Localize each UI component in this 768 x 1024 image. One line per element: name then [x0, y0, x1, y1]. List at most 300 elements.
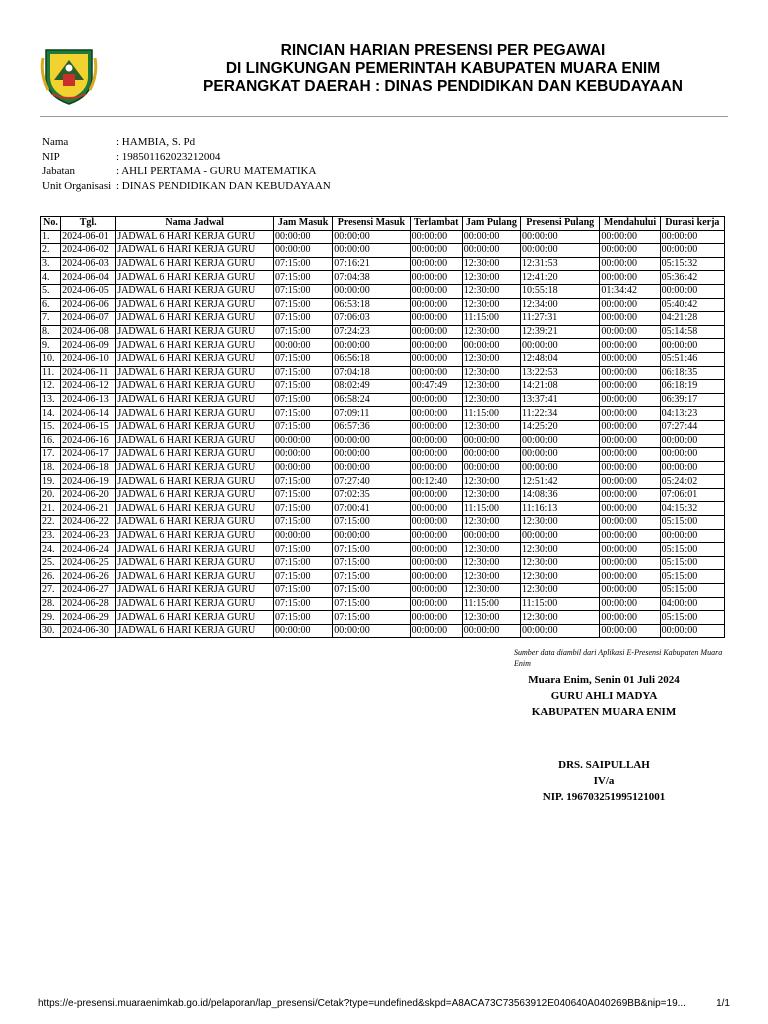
table-cell: 07:15:00 [274, 611, 333, 625]
table-cell: 07:06:03 [333, 312, 410, 326]
table-cell: 27. [41, 584, 61, 598]
table-cell: 2024-06-03 [61, 257, 116, 271]
table-cell: 26. [41, 570, 61, 584]
table-cell: 11:15:00 [462, 407, 520, 421]
table-row [41, 475, 725, 489]
table-cell: 00:00:00 [600, 230, 660, 244]
table-cell: 28. [41, 597, 61, 611]
table-cell: 07:15:00 [274, 380, 333, 394]
table-cell: 25. [41, 556, 61, 570]
table-cell: 00:00:00 [600, 624, 660, 638]
table-row [41, 257, 725, 271]
table-cell: 00:00:00 [462, 230, 520, 244]
table-cell: JADWAL 6 HARI KERJA GURU [116, 529, 274, 543]
table-cell: JADWAL 6 HARI KERJA GURU [116, 244, 274, 258]
table-cell: 29. [41, 611, 61, 625]
table-cell: JADWAL 6 HARI KERJA GURU [116, 434, 274, 448]
table-cell: 12:30:00 [521, 556, 600, 570]
nama-value: : HAMBIA, S. Pd [116, 136, 196, 148]
table-cell: 2024-06-06 [61, 298, 116, 312]
table-cell: 22. [41, 516, 61, 530]
table-cell: 2024-06-30 [61, 624, 116, 638]
table-cell: 00:00:00 [600, 366, 660, 380]
table-row [41, 488, 725, 502]
table-cell: 07:04:38 [333, 271, 410, 285]
table-cell: 2024-06-21 [61, 502, 116, 516]
table-cell: 13. [41, 393, 61, 407]
table-cell: 00:00:00 [410, 543, 462, 557]
table-cell: 00:00:00 [462, 461, 520, 475]
table-cell: 12:48:04 [521, 352, 600, 366]
table-cell: JADWAL 6 HARI KERJA GURU [116, 570, 274, 584]
table-cell: 05:15:00 [660, 570, 724, 584]
table-cell: 07:27:44 [660, 420, 724, 434]
table-cell: 00:00:00 [410, 584, 462, 598]
table-cell: 07:15:00 [274, 407, 333, 421]
table-cell: 00:00:00 [274, 339, 333, 353]
table-cell: 7. [41, 312, 61, 326]
title-line-3: PERANGKAT DAERAH : DINAS PENDIDIKAN DAN KEBUDAYAAN [203, 78, 683, 95]
table-cell: 00:00:00 [600, 488, 660, 502]
column-header: Nama Jadwal [116, 217, 274, 231]
table-row [41, 584, 725, 598]
table-cell: 00:00:00 [600, 502, 660, 516]
table-body [41, 230, 725, 638]
table-cell: 00:00:00 [600, 570, 660, 584]
table-cell: 2024-06-14 [61, 407, 116, 421]
table-cell: 00:00:00 [333, 284, 410, 298]
table-cell: 05:40:42 [660, 298, 724, 312]
table-cell: 07:15:00 [274, 597, 333, 611]
table-cell: 05:24:02 [660, 475, 724, 489]
table-cell: 00:00:00 [410, 284, 462, 298]
column-header: Terlambat [410, 217, 462, 231]
table-cell: 06:18:19 [660, 380, 724, 394]
table-row [41, 611, 725, 625]
table-cell: 07:15:00 [333, 597, 410, 611]
table-cell: 07:15:00 [274, 325, 333, 339]
source-note: Sumber data diambil dari Aplikasi E-Presensi Kabupaten Muara Enim [514, 648, 723, 668]
table-cell: 00:00:00 [521, 448, 600, 462]
table-cell: 06:39:17 [660, 393, 724, 407]
signatory-nip: NIP. 196703251995121001 [542, 791, 666, 803]
table-cell: 00:00:00 [410, 516, 462, 530]
table-cell: 2024-06-11 [61, 366, 116, 380]
table-cell: 05:15:00 [660, 584, 724, 598]
table-cell: 12:30:00 [521, 611, 600, 625]
table-cell: 07:15:00 [274, 516, 333, 530]
table-cell: 12:30:00 [462, 352, 520, 366]
table-cell: 04:15:32 [660, 502, 724, 516]
table-cell: 00:00:00 [274, 461, 333, 475]
table-cell: 2024-06-09 [61, 339, 116, 353]
table-cell: 00:00:00 [410, 570, 462, 584]
table-cell: 00:00:00 [410, 407, 462, 421]
table-cell: 8. [41, 325, 61, 339]
table-cell: JADWAL 6 HARI KERJA GURU [116, 339, 274, 353]
table-cell: 4. [41, 271, 61, 285]
table-row [41, 420, 725, 434]
table-cell: 00:00:00 [410, 312, 462, 326]
table-cell: 2024-06-01 [61, 230, 116, 244]
table-cell: 2024-06-23 [61, 529, 116, 543]
table-row [41, 298, 725, 312]
table-cell: 00:00:00 [333, 448, 410, 462]
table-cell: 00:00:00 [521, 230, 600, 244]
table-cell: 04:21:28 [660, 312, 724, 326]
table-cell: 00:00:00 [600, 461, 660, 475]
table-cell: 12:30:00 [462, 488, 520, 502]
table-cell: 07:15:00 [274, 312, 333, 326]
table-cell: 05:36:42 [660, 271, 724, 285]
table-cell: 12:30:00 [462, 271, 520, 285]
table-cell: 00:00:00 [410, 420, 462, 434]
table-cell: 00:00:00 [410, 461, 462, 475]
column-header: Jam Masuk [274, 217, 333, 231]
table-cell: 00:00:00 [660, 461, 724, 475]
table-cell: 12:30:00 [462, 556, 520, 570]
table-cell: 2024-06-29 [61, 611, 116, 625]
table-cell: 17. [41, 448, 61, 462]
unit-value: : DINAS PENDIDIKAN DAN KEBUDAYAAN [116, 179, 331, 192]
table-cell: 2024-06-22 [61, 516, 116, 530]
header-divider [40, 116, 728, 117]
table-cell: 05:15:32 [660, 257, 724, 271]
table-cell: 00:00:00 [333, 461, 410, 475]
table-row [41, 230, 725, 244]
table-cell: 00:00:00 [521, 244, 600, 258]
table-cell: 00:00:00 [410, 393, 462, 407]
table-cell: 00:00:00 [600, 475, 660, 489]
table-cell: 07:09:11 [333, 407, 410, 421]
table-cell: 11:16:13 [521, 502, 600, 516]
unit-label: Unit Organisasi [42, 179, 112, 192]
table-cell: 00:00:00 [410, 352, 462, 366]
table-cell: 00:00:00 [600, 529, 660, 543]
page-number: 1/1 [716, 998, 730, 1009]
table-cell: 07:15:00 [274, 366, 333, 380]
table-cell: 06:58:24 [333, 393, 410, 407]
table-cell: 07:16:21 [333, 257, 410, 271]
table-cell: 00:00:00 [410, 624, 462, 638]
table-cell: 2024-06-07 [61, 312, 116, 326]
table-row [41, 502, 725, 516]
table-cell: 10:55:18 [521, 284, 600, 298]
table-cell: 00:00:00 [600, 556, 660, 570]
table-cell: JADWAL 6 HARI KERJA GURU [116, 380, 274, 394]
table-cell: 00:00:00 [333, 230, 410, 244]
table-cell: 05:51:46 [660, 352, 724, 366]
signatory-block [514, 757, 694, 805]
table-cell: 11. [41, 366, 61, 380]
table-cell: 2024-06-27 [61, 584, 116, 598]
table-cell: 05:15:00 [660, 611, 724, 625]
sign-region: KABUPATEN MUARA ENIM [531, 706, 677, 718]
table-cell: 07:02:35 [333, 488, 410, 502]
table-row [41, 597, 725, 611]
table-cell: 05:15:00 [660, 543, 724, 557]
table-cell: 06:53:18 [333, 298, 410, 312]
table-cell: 12:34:00 [521, 298, 600, 312]
table-cell: 07:15:00 [274, 271, 333, 285]
table-cell: 2024-06-26 [61, 570, 116, 584]
table-cell: JADWAL 6 HARI KERJA GURU [116, 597, 274, 611]
table-cell: JADWAL 6 HARI KERJA GURU [116, 611, 274, 625]
table-cell: 00:00:00 [274, 230, 333, 244]
table-cell: 06:56:18 [333, 352, 410, 366]
table-row [41, 366, 725, 380]
table-cell: 00:00:00 [410, 502, 462, 516]
table-cell: 2024-06-12 [61, 380, 116, 394]
table-cell: 00:00:00 [274, 448, 333, 462]
table-cell: 2024-06-17 [61, 448, 116, 462]
table-cell: 00:00:00 [600, 257, 660, 271]
table-cell: 01:34:42 [600, 284, 660, 298]
table-cell: 08:02:49 [333, 380, 410, 394]
table-cell: 14:21:08 [521, 380, 600, 394]
table-cell: 00:00:00 [410, 556, 462, 570]
table-cell: 07:06:01 [660, 488, 724, 502]
table-cell: 07:15:00 [333, 611, 410, 625]
table-cell: 11:22:34 [521, 407, 600, 421]
table-cell: 00:00:00 [600, 298, 660, 312]
title-line-1: RINCIAN HARIAN PRESENSI PER PEGAWAI [280, 42, 606, 59]
table-cell: JADWAL 6 HARI KERJA GURU [116, 502, 274, 516]
table-cell: 11:15:00 [462, 312, 520, 326]
table-cell: 00:00:00 [410, 257, 462, 271]
table-cell: 00:00:00 [274, 529, 333, 543]
table-cell: 07:00:41 [333, 502, 410, 516]
table-cell: 2024-06-10 [61, 352, 116, 366]
table-cell: 00:00:00 [600, 516, 660, 530]
table-cell: 00:00:00 [410, 339, 462, 353]
table-row [41, 543, 725, 557]
table-cell: 12:30:00 [521, 584, 600, 598]
table-cell: 00:00:00 [600, 407, 660, 421]
table-cell: 19. [41, 475, 61, 489]
table-cell: 07:15:00 [274, 420, 333, 434]
table-cell: JADWAL 6 HARI KERJA GURU [116, 543, 274, 557]
table-cell: 00:00:00 [274, 244, 333, 258]
table-cell: 07:15:00 [274, 556, 333, 570]
table-cell: 04:00:00 [660, 597, 724, 611]
table-cell: JADWAL 6 HARI KERJA GURU [116, 230, 274, 244]
table-cell: 00:00:00 [410, 448, 462, 462]
table-cell: 07:15:00 [274, 502, 333, 516]
table-cell: 12:30:00 [462, 420, 520, 434]
column-header: Presensi Pulang [521, 217, 600, 231]
table-cell: 12:30:00 [462, 284, 520, 298]
table-cell: 2024-06-16 [61, 434, 116, 448]
table-row [41, 339, 725, 353]
column-header: Presensi Masuk [333, 217, 410, 231]
column-header: Tgl. [61, 217, 116, 231]
table-cell: JADWAL 6 HARI KERJA GURU [116, 420, 274, 434]
table-cell: JADWAL 6 HARI KERJA GURU [116, 271, 274, 285]
table-cell: 07:15:00 [274, 488, 333, 502]
table-cell: 00:00:00 [600, 420, 660, 434]
table-cell: 00:00:00 [600, 380, 660, 394]
table-cell: 00:00:00 [462, 339, 520, 353]
table-cell: 00:00:00 [600, 312, 660, 326]
table-row [41, 352, 725, 366]
table-row [41, 624, 725, 638]
table-cell: 2024-06-19 [61, 475, 116, 489]
attendance-table [40, 216, 725, 638]
table-cell: 12:41:20 [521, 271, 600, 285]
table-cell: 00:00:00 [410, 271, 462, 285]
table-cell: 12:30:00 [462, 257, 520, 271]
column-header: Durasi kerja [660, 217, 724, 231]
table-cell: 2024-06-04 [61, 271, 116, 285]
table-cell: 12:30:00 [462, 516, 520, 530]
table-row [41, 461, 725, 475]
muara-enim-emblem-icon [40, 44, 98, 106]
table-cell: 12:30:00 [462, 393, 520, 407]
table-cell: 00:00:00 [660, 448, 724, 462]
table-cell: 07:15:00 [274, 257, 333, 271]
document-title [118, 42, 768, 96]
table-cell: 3. [41, 257, 61, 271]
table-cell: 14:08:36 [521, 488, 600, 502]
table-cell: 00:00:00 [333, 434, 410, 448]
column-header: Mendahului [600, 217, 660, 231]
table-cell: 12:30:00 [462, 298, 520, 312]
table-row [41, 556, 725, 570]
table-row [41, 271, 725, 285]
table-cell: 12:31:53 [521, 257, 600, 271]
table-cell: 00:00:00 [274, 434, 333, 448]
table-cell: 12. [41, 380, 61, 394]
table-cell: 2024-06-13 [61, 393, 116, 407]
table-cell: 20. [41, 488, 61, 502]
table-cell: JADWAL 6 HARI KERJA GURU [116, 284, 274, 298]
table-cell: 9. [41, 339, 61, 353]
table-cell: JADWAL 6 HARI KERJA GURU [116, 352, 274, 366]
table-cell: JADWAL 6 HARI KERJA GURU [116, 312, 274, 326]
table-row [41, 312, 725, 326]
sign-position: GURU AHLI MADYA [550, 690, 658, 702]
table-row [41, 516, 725, 530]
table-cell: 07:15:00 [333, 516, 410, 530]
table-cell: 12:51:42 [521, 475, 600, 489]
signature-block [514, 672, 694, 720]
table-cell: 07:15:00 [274, 352, 333, 366]
table-cell: 00:00:00 [600, 434, 660, 448]
table-cell: 00:00:00 [462, 244, 520, 258]
signatory-rank: IV/a [593, 775, 615, 787]
table-cell: 00:00:00 [600, 448, 660, 462]
table-cell: 00:00:00 [410, 434, 462, 448]
table-cell: 00:00:00 [410, 244, 462, 258]
table-cell: 5. [41, 284, 61, 298]
table-cell: 2024-06-24 [61, 543, 116, 557]
table-cell: 23. [41, 529, 61, 543]
table-row [41, 380, 725, 394]
table-cell: 00:00:00 [410, 298, 462, 312]
table-cell: 00:00:00 [660, 624, 724, 638]
table-cell: 11:15:00 [462, 502, 520, 516]
table-cell: 00:00:00 [410, 529, 462, 543]
table-cell: 13:37:41 [521, 393, 600, 407]
table-cell: 00:00:00 [660, 339, 724, 353]
table-cell: 12:39:21 [521, 325, 600, 339]
table-cell: 07:15:00 [333, 556, 410, 570]
table-cell: 12:30:00 [462, 584, 520, 598]
table-cell: 12:30:00 [462, 325, 520, 339]
jabatan-label: Jabatan [42, 165, 75, 177]
table-cell: 00:47:49 [410, 380, 462, 394]
table-cell: 00:00:00 [521, 529, 600, 543]
table-cell: 00:00:00 [462, 529, 520, 543]
table-cell: 00:00:00 [600, 339, 660, 353]
table-cell: 24. [41, 543, 61, 557]
table-cell: 12:30:00 [462, 570, 520, 584]
table-row [41, 325, 725, 339]
table-cell: JADWAL 6 HARI KERJA GURU [116, 516, 274, 530]
table-cell: 12:30:00 [462, 380, 520, 394]
table-cell: 14:25:20 [521, 420, 600, 434]
table-cell: 2024-06-02 [61, 244, 116, 258]
table-cell: 00:00:00 [660, 244, 724, 258]
table-cell: 11:27:31 [521, 312, 600, 326]
table-cell: JADWAL 6 HARI KERJA GURU [116, 298, 274, 312]
table-cell: 05:15:00 [660, 556, 724, 570]
table-cell: 2024-06-08 [61, 325, 116, 339]
table-cell: 00:00:00 [521, 434, 600, 448]
table-cell: 05:14:58 [660, 325, 724, 339]
table-cell: 00:00:00 [600, 393, 660, 407]
column-header: No. [41, 217, 61, 231]
table-cell: 00:00:00 [600, 244, 660, 258]
table-cell: 07:15:00 [274, 570, 333, 584]
table-cell: 00:12:40 [410, 475, 462, 489]
table-cell: 07:15:00 [274, 298, 333, 312]
footer-url: https://e-presensi.muaraenimkab.go.id/pelaporan/lap_presensi/Cetak?type=undefined&skpd=A8ACA73C73563912E040640A040269BB&nip=19... [38, 998, 686, 1009]
table-cell: 00:00:00 [600, 325, 660, 339]
table-cell: 00:00:00 [410, 488, 462, 502]
table-cell: 21. [41, 502, 61, 516]
table-cell: 30. [41, 624, 61, 638]
table-cell: 00:00:00 [660, 284, 724, 298]
table-cell: 00:00:00 [462, 448, 520, 462]
table-cell: JADWAL 6 HARI KERJA GURU [116, 325, 274, 339]
table-cell: 00:00:00 [410, 325, 462, 339]
table-cell: 2024-06-20 [61, 488, 116, 502]
table-cell: 07:15:00 [274, 393, 333, 407]
table-cell: 06:18:35 [660, 366, 724, 380]
table-cell: JADWAL 6 HARI KERJA GURU [116, 488, 274, 502]
table-row [41, 529, 725, 543]
table-cell: 00:00:00 [410, 611, 462, 625]
table-cell: 00:00:00 [600, 584, 660, 598]
table-cell: 6. [41, 298, 61, 312]
table-cell: 00:00:00 [521, 624, 600, 638]
table-cell: 13:22:53 [521, 366, 600, 380]
table-cell: 07:24:23 [333, 325, 410, 339]
table-cell: JADWAL 6 HARI KERJA GURU [116, 366, 274, 380]
table-cell: 12:30:00 [462, 543, 520, 557]
table-row [41, 448, 725, 462]
table-cell: 05:15:00 [660, 516, 724, 530]
table-cell: 00:00:00 [600, 611, 660, 625]
table-cell: JADWAL 6 HARI KERJA GURU [116, 448, 274, 462]
table-cell: 07:15:00 [274, 284, 333, 298]
table-cell: 1. [41, 230, 61, 244]
table-cell: 00:00:00 [333, 244, 410, 258]
table-cell: 04:13:23 [660, 407, 724, 421]
nip-label: NIP [42, 150, 60, 163]
